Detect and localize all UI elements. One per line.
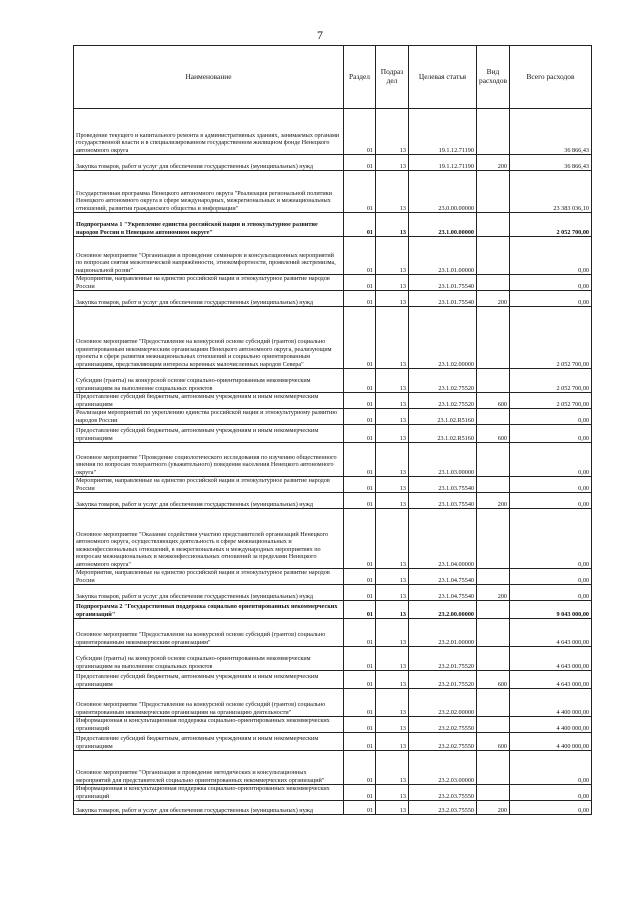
row-sum: 4 643 000,00 [510, 647, 592, 671]
table-row [74, 689, 592, 717]
row-celevaya: 23.1.02.75520 [409, 393, 477, 409]
row-razdel: 01 [344, 671, 376, 689]
row-sum: 0,00 [510, 409, 592, 425]
table-row [74, 647, 592, 671]
row-razdel: 01 [344, 619, 376, 647]
row-podrazdel: 13 [376, 409, 409, 425]
row-razdel: 01 [344, 477, 376, 493]
row-celevaya: 23.1.01.75540 [409, 291, 477, 307]
table-header-row [74, 46, 592, 109]
row-razdel: 01 [344, 689, 376, 717]
header-podrazdel: Подраз дел [376, 46, 409, 109]
table-row [74, 425, 592, 443]
table-row [74, 307, 592, 369]
table-row [74, 671, 592, 689]
row-name: Предоставление субсидий бюджетным, автономным учреждениям и иным некоммерческим организациям [74, 671, 344, 689]
row-vid [477, 307, 510, 369]
row-sum: 2 052 700,00 [510, 307, 592, 369]
row-razdel: 01 [344, 369, 376, 393]
row-vid [477, 785, 510, 801]
row-name: Мероприятия, направленные на единство российской нации и этнокультурное развитие народов России [74, 569, 344, 585]
table-row [74, 619, 592, 647]
row-sum: 2 052 700,00 [510, 393, 592, 409]
row-podrazdel: 13 [376, 275, 409, 291]
row-vid: 200 [477, 291, 510, 307]
row-celevaya: 23.1.00.00000 [409, 213, 477, 237]
row-razdel: 01 [344, 109, 376, 155]
row-razdel: 01 [344, 733, 376, 751]
row-sum: 0,00 [510, 585, 592, 601]
row-celevaya: 23.2.00.00000 [409, 601, 477, 619]
row-razdel: 01 [344, 213, 376, 237]
row-razdel: 01 [344, 751, 376, 785]
row-celevaya: 23.1.01.00000 [409, 237, 477, 275]
row-celevaya: 23.1.03.75540 [409, 493, 477, 509]
row-celevaya: 23.2.01.00000 [409, 619, 477, 647]
table-row [74, 393, 592, 409]
row-name: Информационная и консультационная поддержка социально-ориентированных некоммерческих организаций [74, 785, 344, 801]
row-podrazdel: 13 [376, 155, 409, 171]
row-vid [477, 509, 510, 569]
row-razdel: 01 [344, 409, 376, 425]
row-celevaya: 23.1.04.00000 [409, 509, 477, 569]
row-podrazdel: 13 [376, 647, 409, 671]
row-sum: 0,00 [510, 801, 592, 815]
table-row [74, 155, 592, 171]
table-row [74, 785, 592, 801]
row-podrazdel: 13 [376, 425, 409, 443]
row-sum: 0,00 [510, 425, 592, 443]
row-podrazdel: 13 [376, 569, 409, 585]
row-vid [477, 569, 510, 585]
row-celevaya: 19.1.12.71190 [409, 109, 477, 155]
table-row [74, 213, 592, 237]
row-sum: 9 043 000,00 [510, 601, 592, 619]
row-name: Предоставление субсидий бюджетным, автономным учреждениям и иным некоммерческим организациям [74, 393, 344, 409]
row-name: Основное мероприятие "Предоставление на конкурсной основе субсидий (грантов) социально ориентированным некоммерческим организациям" [74, 619, 344, 647]
row-vid [477, 369, 510, 393]
row-celevaya: 23.1.02.75520 [409, 369, 477, 393]
row-name: Подпрограмма 1 "Укрепление единства российской нации и этнокультурное развитие народов России в Ненецком автономном округе" [74, 213, 344, 237]
row-name: Основное мероприятие "Оказание содействия участию представителей организаций Ненецкого автономного округа, осуществляющих деятельность в сфере межнациональных и межконфессиональных отношений, в межрегиональных и международных мероприятиях по вопросам межнациональных и межконфессиональных отношений за пределами Ненецкого автономного округа" [74, 509, 344, 569]
row-name: Основное мероприятие "Проведение социологического исследования по изучению общественного мнения по вопросам толерантного (уважительного) поведения населения Ненецкого автономного округа" [74, 443, 344, 477]
row-sum: 2 052 700,00 [510, 369, 592, 393]
row-razdel: 01 [344, 647, 376, 671]
table-row [74, 751, 592, 785]
row-sum: 0,00 [510, 509, 592, 569]
row-vid [477, 109, 510, 155]
row-celevaya: 23.0.00.00000 [409, 171, 477, 213]
row-vid [477, 171, 510, 213]
table-row [74, 409, 592, 425]
row-sum: 23 383 036,10 [510, 171, 592, 213]
table-row [74, 801, 592, 815]
row-name: Основное мероприятие "Предоставление на конкурсной основе субсидий (грантов) социально ориентированным некоммерческим организациям на организацию деятельности" [74, 689, 344, 717]
table-row [74, 717, 592, 733]
row-name: Мероприятия, направленные на единство российской нации и этнокультурное развитие народов России [74, 477, 344, 493]
table-row [74, 601, 592, 619]
row-vid: 600 [477, 671, 510, 689]
row-vid: 200 [477, 801, 510, 815]
row-name: Закупка товаров, работ и услуг для обеспечения государственных (муниципальных) нужд [74, 155, 344, 171]
row-sum: 0,00 [510, 569, 592, 585]
row-name: Закупка товаров, работ и услуг для обеспечения государственных (муниципальных) нужд [74, 585, 344, 601]
budget-table [73, 45, 592, 815]
row-razdel: 01 [344, 291, 376, 307]
row-podrazdel: 13 [376, 785, 409, 801]
row-razdel: 01 [344, 801, 376, 815]
row-name: Закупка товаров, работ и услуг для обеспечения государственных (муниципальных) нужд [74, 493, 344, 509]
row-podrazdel: 13 [376, 237, 409, 275]
row-podrazdel: 13 [376, 477, 409, 493]
row-name: Мероприятия, направленные на единство российской нации и этнокультурное развитие народов России [74, 275, 344, 291]
row-name: Государственная программа Ненецкого автономного округа "Реализация региональной политики Ненецкого автономного округа в сфере международных, межрегиональных и межнациональных отношений, развития гражданского общества и информации" [74, 171, 344, 213]
table-row [74, 733, 592, 751]
row-sum: 4 400 000,00 [510, 717, 592, 733]
row-vid: 600 [477, 425, 510, 443]
row-vid [477, 275, 510, 291]
row-sum: 36 866,43 [510, 109, 592, 155]
row-razdel: 01 [344, 569, 376, 585]
row-vid [477, 751, 510, 785]
row-vid [477, 409, 510, 425]
row-podrazdel: 13 [376, 671, 409, 689]
row-sum: 0,00 [510, 237, 592, 275]
row-name: Основное мероприятие "Организация и проведение методических и консультационных мероприятий для представителей социально ориентированных некоммерческих организаций" [74, 751, 344, 785]
row-vid: 200 [477, 155, 510, 171]
row-name: Закупка товаров, работ и услуг для обеспечения государственных (муниципальных) нужд [74, 801, 344, 815]
row-podrazdel: 13 [376, 801, 409, 815]
table-row [74, 443, 592, 477]
table-body [74, 109, 592, 815]
row-razdel: 01 [344, 155, 376, 171]
row-sum: 0,00 [510, 291, 592, 307]
row-razdel: 01 [344, 393, 376, 409]
row-vid: 200 [477, 585, 510, 601]
row-celevaya: 23.1.02.R5160 [409, 425, 477, 443]
row-razdel: 01 [344, 509, 376, 569]
table-row [74, 369, 592, 393]
row-celevaya: 23.2.01.75520 [409, 647, 477, 671]
row-sum: 0,00 [510, 785, 592, 801]
row-razdel: 01 [344, 237, 376, 275]
table-row [74, 509, 592, 569]
row-vid: 600 [477, 393, 510, 409]
table-row [74, 477, 592, 493]
row-celevaya: 23.1.03.75540 [409, 477, 477, 493]
table-row [74, 237, 592, 275]
row-celevaya: 23.1.02.00000 [409, 307, 477, 369]
row-podrazdel: 13 [376, 443, 409, 477]
row-celevaya: 23.2.02.00000 [409, 689, 477, 717]
row-razdel: 01 [344, 785, 376, 801]
table-row [74, 171, 592, 213]
row-name: Предоставление субсидий бюджетным, автономным учреждениям и иным некоммерческим организациям [74, 733, 344, 751]
row-sum: 0,00 [510, 477, 592, 493]
row-vid [477, 237, 510, 275]
row-name: Закупка товаров, работ и услуг для обеспечения государственных (муниципальных) нужд [74, 291, 344, 307]
row-podrazdel: 13 [376, 109, 409, 155]
row-sum: 4 400 000,00 [510, 689, 592, 717]
row-vid [477, 619, 510, 647]
row-razdel: 01 [344, 275, 376, 291]
row-celevaya: 23.2.03.75550 [409, 801, 477, 815]
row-razdel: 01 [344, 493, 376, 509]
header-vsego: Всего расходов [510, 46, 592, 109]
row-podrazdel: 13 [376, 601, 409, 619]
row-sum: 4 643 000,00 [510, 619, 592, 647]
row-podrazdel: 13 [376, 619, 409, 647]
row-celevaya: 23.2.01.75520 [409, 671, 477, 689]
row-razdel: 01 [344, 307, 376, 369]
row-sum: 4 400 000,00 [510, 733, 592, 751]
row-celevaya: 23.1.02.R5160 [409, 409, 477, 425]
row-name: Предоставление субсидий бюджетным, автономным учреждениям и иным некоммерческим организациям [74, 425, 344, 443]
row-sum: 36 866,43 [510, 155, 592, 171]
row-razdel: 01 [344, 443, 376, 477]
row-sum: 4 643 000,00 [510, 671, 592, 689]
header-name: Наименование [74, 46, 344, 109]
row-vid [477, 601, 510, 619]
row-podrazdel: 13 [376, 307, 409, 369]
row-name: Основное мероприятие "Организация и проведение семинаров и консультационных мероприятий по вопросам снятия межэтнической напряжённости, этнокомфортности, проявлений экстремизма, национальной розни" [74, 237, 344, 275]
row-name: Реализация мероприятий по укреплению единства российской нации и этнокультурному развитию народов России [74, 409, 344, 425]
row-name: Информационная и консультационная поддержка социально-ориентированных некоммерческих организаций [74, 717, 344, 733]
row-vid [477, 213, 510, 237]
row-celevaya: 23.1.01.75540 [409, 275, 477, 291]
row-celevaya: 23.2.02.75550 [409, 733, 477, 751]
row-sum: 0,00 [510, 493, 592, 509]
row-razdel: 01 [344, 717, 376, 733]
row-celevaya: 23.1.03.00000 [409, 443, 477, 477]
table-row [74, 275, 592, 291]
page-number: 7 [317, 28, 323, 42]
row-sum: 0,00 [510, 443, 592, 477]
row-name: Подпрограмма 2 "Государственная поддержка социально ориентированных некоммерческих организаций" [74, 601, 344, 619]
header-celevaya: Целевая статья [409, 46, 477, 109]
row-celevaya: 23.1.04.75540 [409, 585, 477, 601]
row-podrazdel: 13 [376, 213, 409, 237]
row-sum: 2 052 700,00 [510, 213, 592, 237]
row-podrazdel: 13 [376, 171, 409, 213]
header-vid: Вид расходов [477, 46, 510, 109]
row-podrazdel: 13 [376, 733, 409, 751]
row-vid [477, 477, 510, 493]
row-podrazdel: 13 [376, 585, 409, 601]
header-razdel: Раздел [344, 46, 376, 109]
row-vid: 600 [477, 733, 510, 751]
table-row [74, 569, 592, 585]
row-name: Субсидии (гранты) на конкурсной основе социально-ориентированным некоммерческим организациям на выполнение социальных проектов [74, 369, 344, 393]
row-celevaya: 23.2.02.75550 [409, 717, 477, 733]
row-vid [477, 647, 510, 671]
row-podrazdel: 13 [376, 689, 409, 717]
row-name: Субсидии (гранты) на конкурсной основе социально-ориентированным некоммерческим организациям на выполнение социальных проектов [74, 647, 344, 671]
row-podrazdel: 13 [376, 369, 409, 393]
row-podrazdel: 13 [376, 393, 409, 409]
row-celevaya: 23.2.03.00000 [409, 751, 477, 785]
row-podrazdel: 13 [376, 717, 409, 733]
row-vid [477, 717, 510, 733]
row-sum: 0,00 [510, 275, 592, 291]
row-razdel: 01 [344, 425, 376, 443]
row-name: Основное мероприятие "Предоставление на конкурсной основе субсидий (грантов) социально ориентированным некоммерческим организациям Ненецкого автономного округа, реализующим проекты в сфере развития межнациональных отношений и социально ориентированным организациям, представляющим интересы коренных малочисленных народов Севера" [74, 307, 344, 369]
row-celevaya: 19.1.12.71190 [409, 155, 477, 171]
row-podrazdel: 13 [376, 751, 409, 785]
row-vid [477, 689, 510, 717]
row-razdel: 01 [344, 585, 376, 601]
row-podrazdel: 13 [376, 509, 409, 569]
row-name: Проведение текущего и капитального ремонта в административных зданиях, занимаемых органами государственной власти и в специализированном государственном жилищном фонде Ненецкого автономного округа [74, 109, 344, 155]
row-vid: 200 [477, 493, 510, 509]
table-row [74, 109, 592, 155]
table-row [74, 585, 592, 601]
row-celevaya: 23.2.03.75550 [409, 785, 477, 801]
row-celevaya: 23.1.04.75540 [409, 569, 477, 585]
table-row [74, 493, 592, 509]
row-podrazdel: 13 [376, 291, 409, 307]
row-podrazdel: 13 [376, 493, 409, 509]
table-row [74, 291, 592, 307]
row-vid [477, 443, 510, 477]
row-sum: 0,00 [510, 751, 592, 785]
row-razdel: 01 [344, 601, 376, 619]
row-razdel: 01 [344, 171, 376, 213]
